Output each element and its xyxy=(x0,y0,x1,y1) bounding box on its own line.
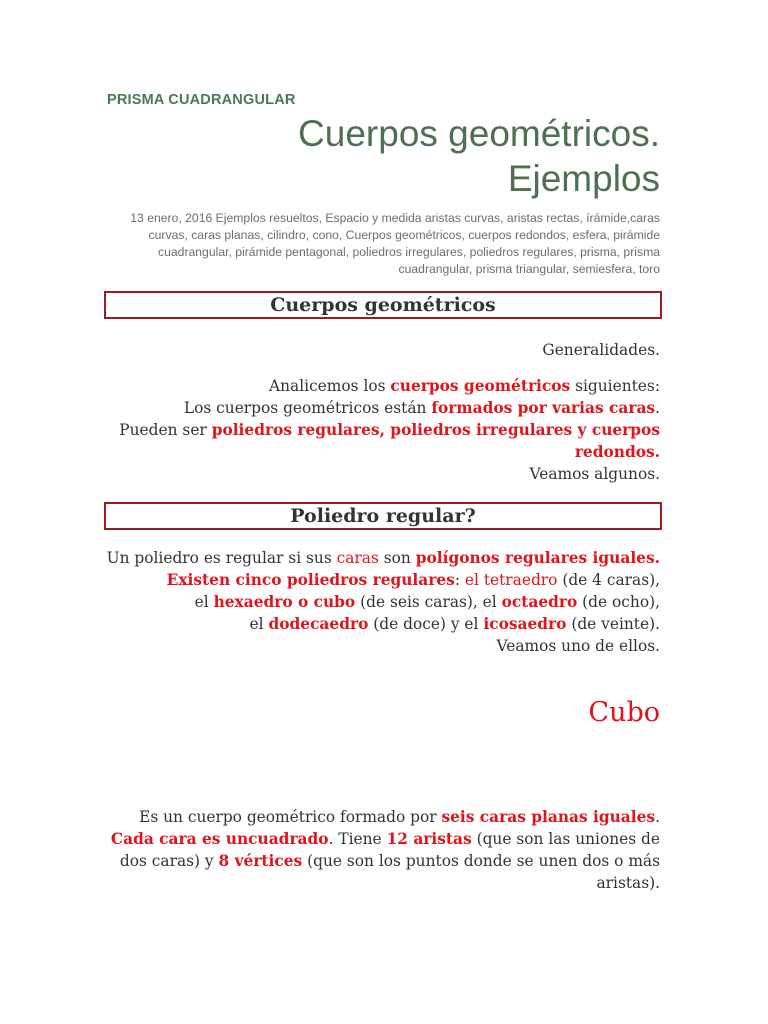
title-line-2: Ejemplos xyxy=(507,158,660,199)
text-run: siguientes: xyxy=(570,377,660,395)
highlight-text: octaedro xyxy=(501,593,578,611)
highlight-text: 8 vértices xyxy=(218,852,303,870)
intro-paragraph xyxy=(100,375,660,485)
text-run: (de seis caras), el xyxy=(355,593,502,611)
highlight-text: el tetraedro xyxy=(464,571,558,589)
text-run: el xyxy=(249,615,269,633)
page-title xyxy=(140,111,660,201)
section-heading-poliedro: Poliedro regular? xyxy=(104,502,662,530)
text-run: Analicemos los xyxy=(269,377,391,395)
highlight-text: formados por varias caras xyxy=(431,399,656,417)
highlight-text: caras xyxy=(336,549,379,567)
post-meta-tags: 13 enero, 2016 Ejemplos resueltos, Espacio y medida aristas curvas, aristas rectas, írámide,caras curvas, caras planas, cilindro, cono, Cuerpos geométricos, cuerpos redondos, esfera, pirámide cuadrangular, pirámide pentagonal, poliedros irregulares, poliedros regulares, prisma, prisma cuadrangular, prisma triangular, semiesfera, toro xyxy=(130,211,660,276)
text-run: Es un cuerpo geométrico formado por xyxy=(139,808,442,826)
text-run: (de 4 caras), xyxy=(557,571,660,589)
highlight-text: dodecaedro xyxy=(268,615,369,633)
text-run: Un poliedro es regular si sus xyxy=(106,549,337,567)
section-heading-cuerpos: Cuerpos geométricos xyxy=(104,291,662,319)
text-run: . xyxy=(655,399,660,417)
text-run: (que son los puntos donde se unen dos o más aristas). xyxy=(302,852,660,892)
highlight-text: seis caras planas iguales xyxy=(441,808,656,826)
text-run: Pueden ser xyxy=(119,421,212,439)
highlight-text: polígonos regulares iguales. xyxy=(415,549,660,567)
text-run: . xyxy=(655,808,660,826)
title-line-1: Cuerpos geométricos. xyxy=(298,113,660,154)
text-run: Los cuerpos geométricos están xyxy=(183,399,432,417)
text-run: (de doce) y el xyxy=(368,615,484,633)
highlight-text: icosaedro xyxy=(483,615,567,633)
text-run: : xyxy=(454,571,465,589)
text-run: Veamos algunos. xyxy=(529,465,660,483)
cubo-heading: Cubo xyxy=(588,697,660,728)
text-run: son xyxy=(378,549,416,567)
text-run: (de ocho), xyxy=(577,593,660,611)
highlight-text: cuerpos geométricos xyxy=(390,377,571,395)
text-run: Veamos uno de ellos. xyxy=(496,637,660,655)
highlight-text: Existen cinco poliedros regulares xyxy=(166,571,455,589)
highlight-text: hexaedro o cubo xyxy=(213,593,356,611)
category-label[interactable]: PRISMA CUADRANGULAR xyxy=(107,92,296,108)
highlight-text: Cada cara es uncuadrado xyxy=(110,830,329,848)
generalidades-text: Generalidades. xyxy=(542,341,660,359)
cubo-paragraph xyxy=(100,806,660,894)
text-run: el xyxy=(194,593,214,611)
poliedro-paragraph xyxy=(100,547,660,657)
highlight-text: 12 aristas xyxy=(386,830,472,848)
highlight-text: poliedros regulares, poliedros irregulares y cuerpos redondos. xyxy=(211,421,660,461)
text-run: (que son las uniones de dos caras) y xyxy=(119,830,660,870)
text-run: (de veinte). xyxy=(566,615,660,633)
text-run: . Tiene xyxy=(328,830,387,848)
